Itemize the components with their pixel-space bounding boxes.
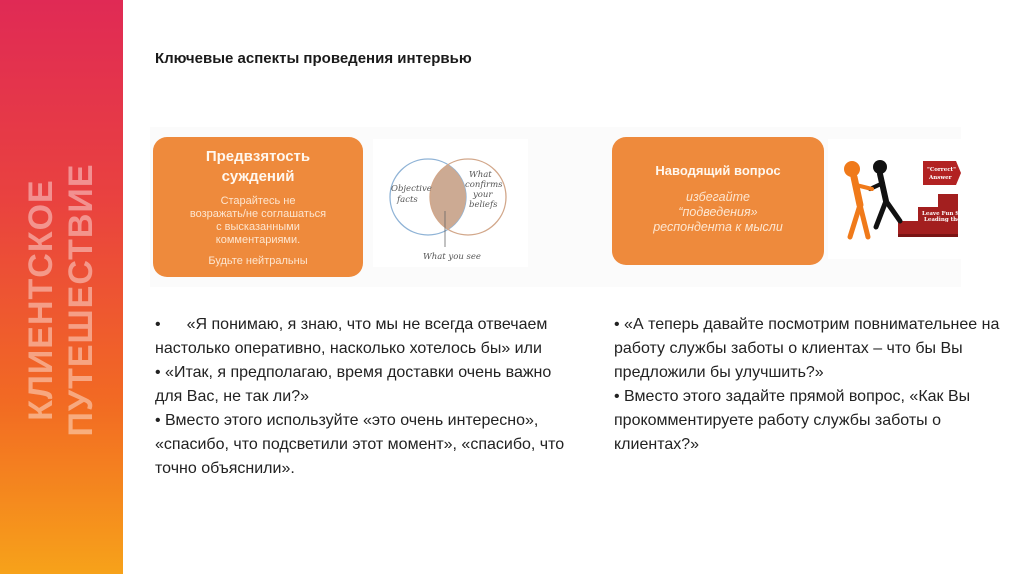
bias-card-footer: Будьте нейтральны <box>208 255 308 267</box>
svg-text:Answer: Answer <box>929 175 952 181</box>
sidebar-title-line2: ПУТЕШЕСТВИЕ <box>62 163 100 437</box>
venn-left-label: Objective facts <box>391 184 432 205</box>
right-paragraph-1: • «А теперь давайте посмотрим повнимательнее на работу службы заботы о клиентах – что бы Вы предложили бы улучшить?» <box>614 316 1000 381</box>
left-paragraph-2: • «Итак, я предполагаю, время доставки очень важно для Вас, не так ли?» <box>155 364 552 405</box>
leading-question-body: избегайте “подведения» респондента к мысли <box>653 190 783 234</box>
right-paragraph-2: • Вместо этого задайте прямой вопрос, «Как Вы прокомментируете работу службы заботы о клиентах?» <box>614 388 971 453</box>
bias-card <box>153 137 363 277</box>
venn-diagram <box>373 139 528 267</box>
left-paragraph-1: • «Я понимаю, я знаю, что мы не всегда отвечаем настолько оперативно, насколько хотелось бы» или <box>155 316 548 357</box>
leading-witness-illustration <box>828 139 987 259</box>
stairs-label: Leave Fun Sex Inc. Leading the Witness <box>922 211 987 223</box>
right-text-column <box>614 313 1009 457</box>
left-paragraph-3: • Вместо этого используйте «это очень интересно», «спасибо, что подсветили этот момент», «спасибо, что точно объяснили». <box>155 412 565 477</box>
left-text-column <box>155 313 565 481</box>
bias-card-title: Предвзятость суждений <box>205 148 311 185</box>
leading-question-title: Наводящий вопрос <box>655 163 781 178</box>
sidebar-gradient <box>0 0 123 574</box>
illustration-banner <box>150 127 987 287</box>
bias-card-body: Старайтесь не возражать/не соглашаться с высказанными комментариями. <box>189 195 327 246</box>
answer-sign <box>923 161 961 185</box>
leading-question-card <box>612 137 824 265</box>
svg-text:"Correct": "Correct" <box>927 167 956 173</box>
venn-bottom-label: What you see <box>423 252 481 262</box>
page-title: Ключевые аспекты проведения интервью <box>155 50 472 67</box>
venn-right-label: What confirms your beliefs <box>465 170 503 210</box>
sidebar-title <box>21 163 101 436</box>
sidebar-title-line1: КЛИЕНТСКОЕ <box>22 179 60 421</box>
